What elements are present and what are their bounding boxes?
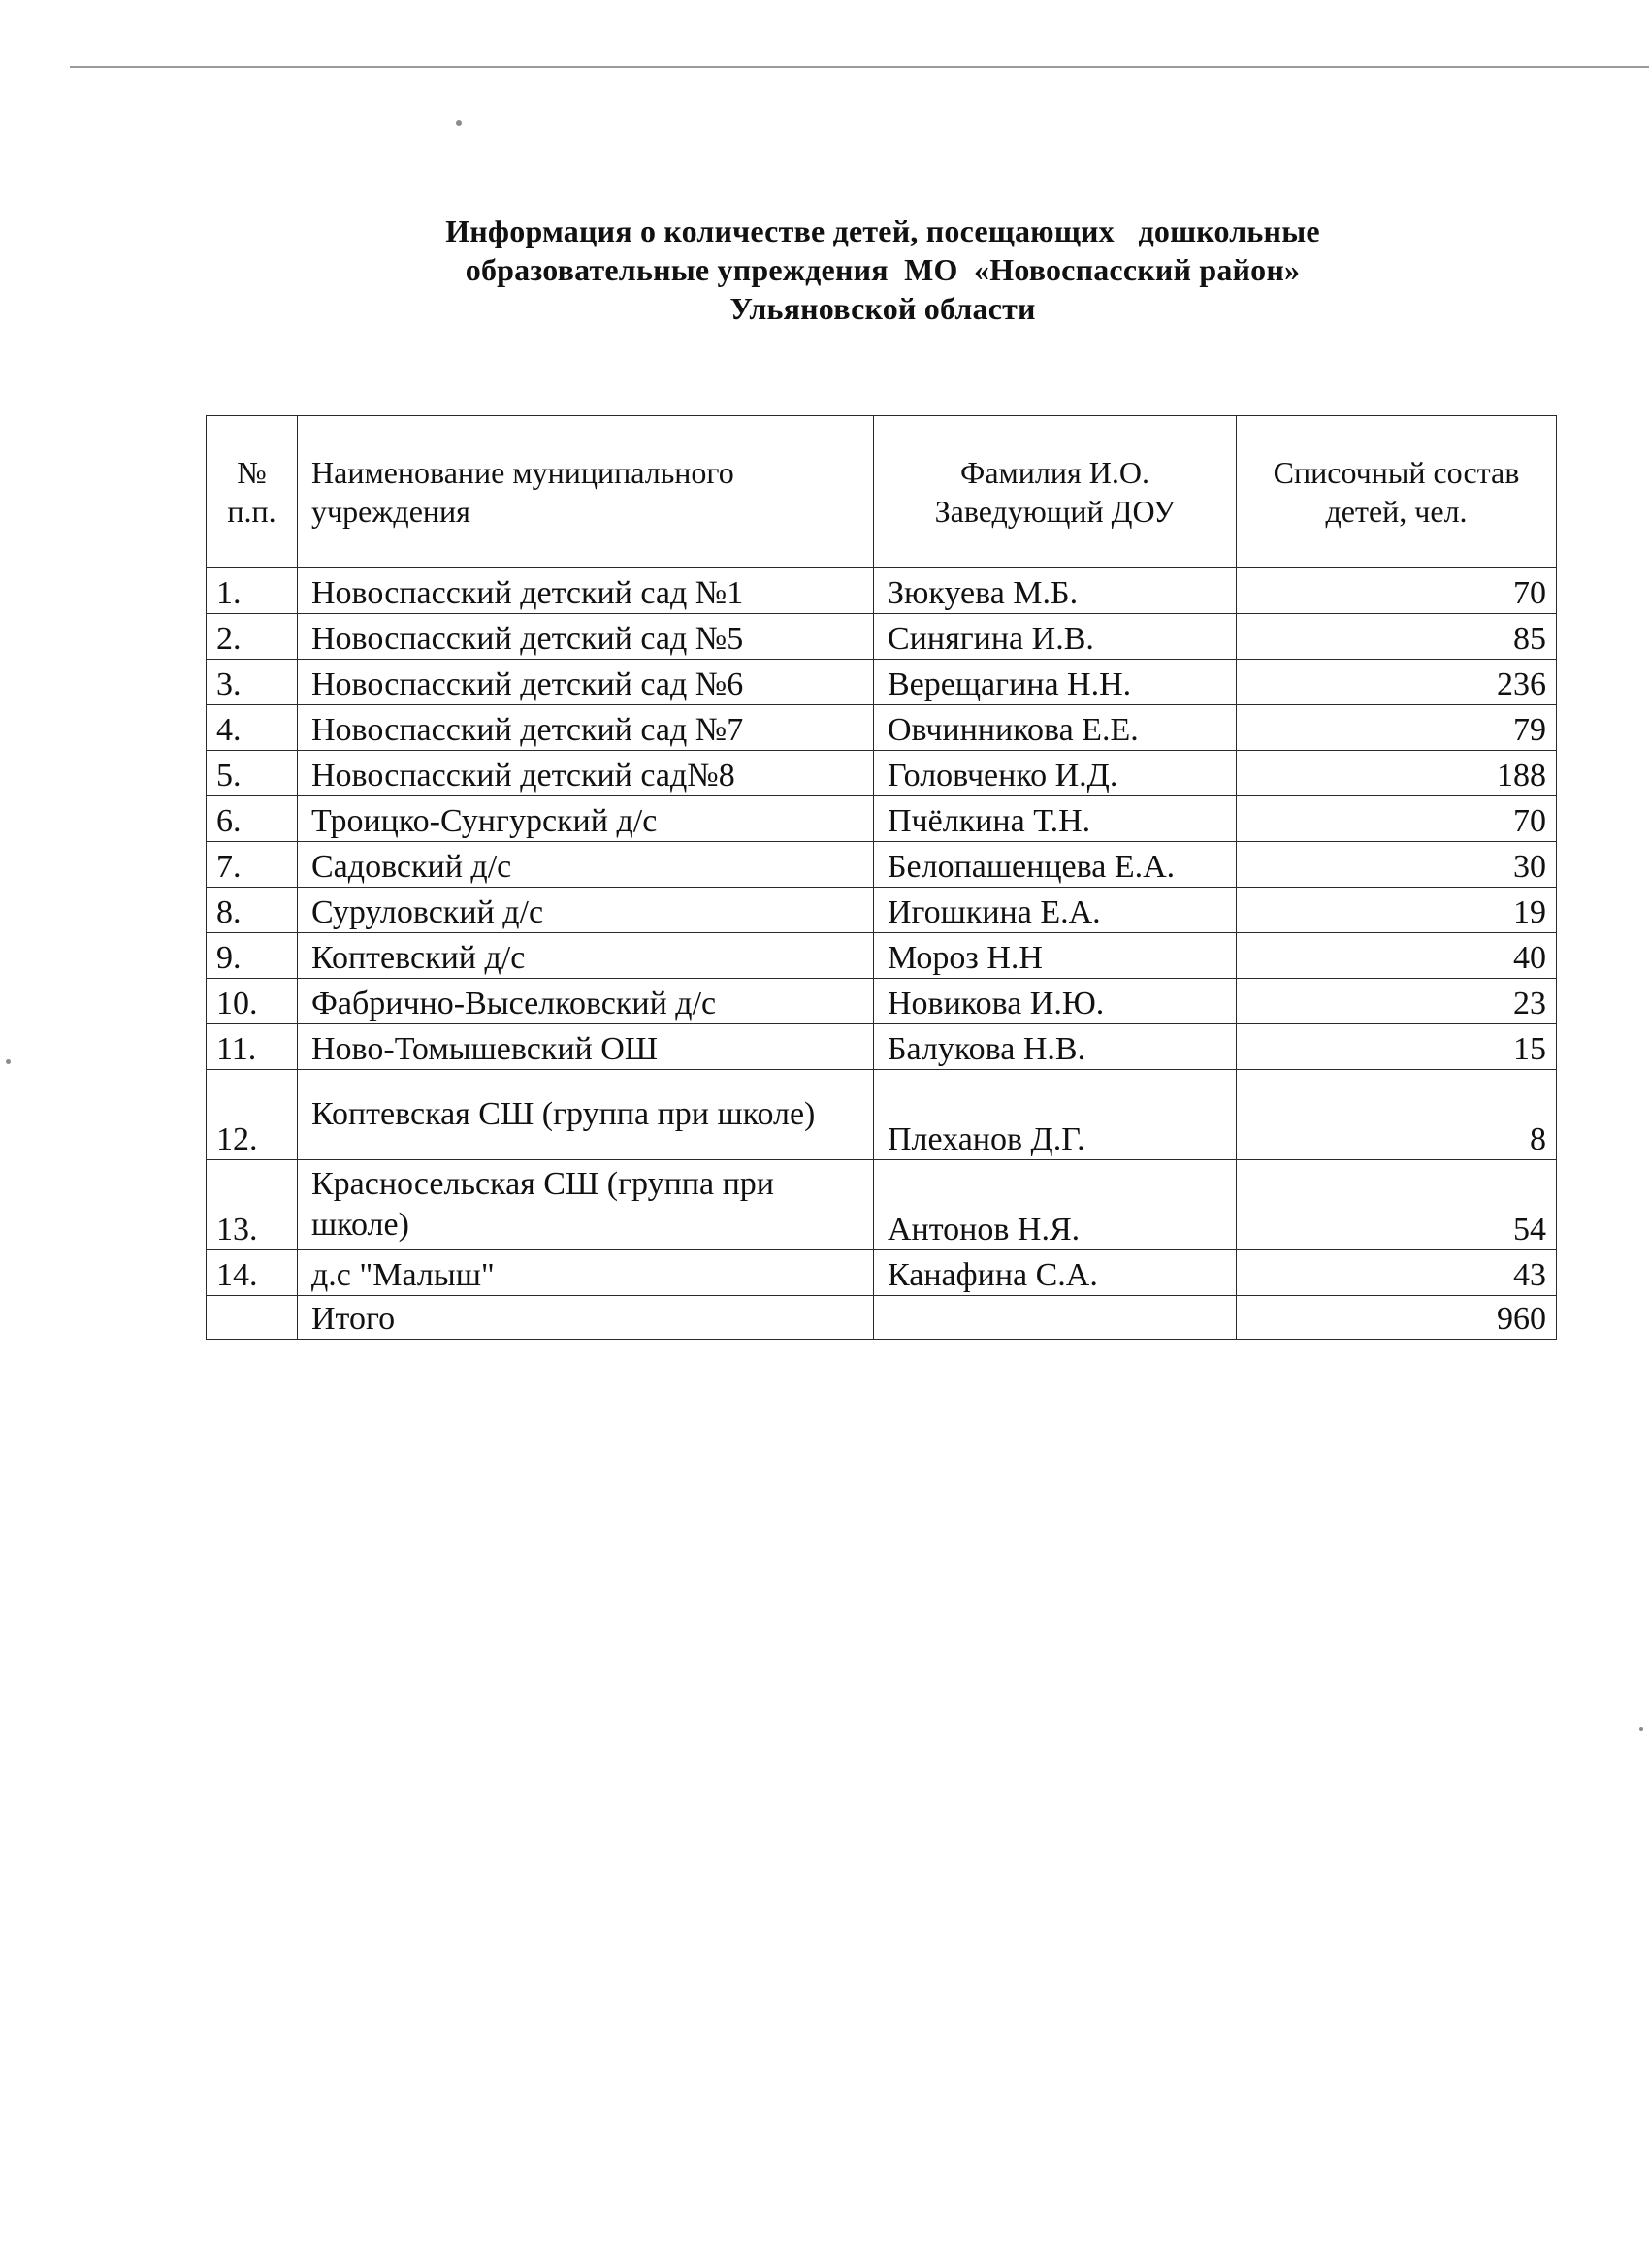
director-name: Пчёлкина Т.Н. xyxy=(874,796,1237,842)
children-count: 188 xyxy=(1237,751,1557,796)
total-count: 960 xyxy=(1237,1296,1557,1340)
children-count: 236 xyxy=(1237,660,1557,705)
row-number: 3. xyxy=(207,660,298,705)
director-name: Верещагина Н.Н. xyxy=(874,660,1237,705)
director-name: Мороз Н.Н xyxy=(874,933,1237,979)
institution-name: Новоспасский детский сад №1 xyxy=(298,568,874,614)
director-name: Овчинникова Е.Е. xyxy=(874,705,1237,751)
title-line-2: образовательные упреждения МО «Новоспасский район» xyxy=(465,252,1301,287)
children-count: 70 xyxy=(1237,568,1557,614)
scan-speck xyxy=(6,1059,11,1064)
table-row xyxy=(207,614,1557,660)
children-count: 85 xyxy=(1237,614,1557,660)
header-number xyxy=(207,416,298,568)
director-name: Балукова Н.В. xyxy=(874,1024,1237,1070)
total-label: Итого xyxy=(298,1296,874,1340)
children-count: 40 xyxy=(1237,933,1557,979)
row-number: 4. xyxy=(207,705,298,751)
row-number: 12. xyxy=(207,1070,298,1160)
table-row xyxy=(207,933,1557,979)
row-number: 10. xyxy=(207,979,298,1024)
row-number: 6. xyxy=(207,796,298,842)
row-number: 11. xyxy=(207,1024,298,1070)
children-count: 19 xyxy=(1237,888,1557,933)
table-row xyxy=(207,1160,1557,1250)
header-institution xyxy=(298,416,874,568)
table-row xyxy=(207,842,1557,888)
institution-name: Новоспасский детский сад№8 xyxy=(298,751,874,796)
children-count: 23 xyxy=(1237,979,1557,1024)
children-count: 8 xyxy=(1237,1070,1557,1160)
header-institution-label: Наименование муниципального учреждения xyxy=(311,455,734,529)
institution-name: Новоспасский детский сад №7 xyxy=(298,705,874,751)
institution-name: Троицко-Сунгурский д/с xyxy=(298,796,874,842)
table-row xyxy=(207,568,1557,614)
table-row xyxy=(207,660,1557,705)
scan-speck xyxy=(1639,1727,1643,1731)
director-name: Новикова И.Ю. xyxy=(874,979,1237,1024)
director-name: Зюкуева М.Б. xyxy=(874,568,1237,614)
institution-name: Ново-Томышевский ОШ xyxy=(298,1024,874,1070)
table-header-row xyxy=(207,416,1557,568)
director-name: Плеханов Д.Г. xyxy=(874,1070,1237,1160)
institution-name: Коптевский д/с xyxy=(298,933,874,979)
title-line-3: Ульяновской области xyxy=(729,291,1036,326)
scan-edge-line xyxy=(70,66,1649,68)
total-row xyxy=(207,1296,1557,1340)
header-director-label: Фамилия И.О. Заведующий ДОУ xyxy=(934,455,1176,529)
table-row xyxy=(207,796,1557,842)
institution-name: Новоспасский детский сад №6 xyxy=(298,660,874,705)
table-row xyxy=(207,979,1557,1024)
children-count: 30 xyxy=(1237,842,1557,888)
title-line-1: Информация о количестве детей, посещающих дошкольные xyxy=(445,213,1320,248)
row-number: 14. xyxy=(207,1250,298,1296)
table-row xyxy=(207,751,1557,796)
director-name: Антонов Н.Я. xyxy=(874,1160,1237,1250)
table-row xyxy=(207,1250,1557,1296)
row-number: 2. xyxy=(207,614,298,660)
header-number-label: № п.п. xyxy=(227,455,276,529)
institution-name: Коптевская СШ (группа при школе) xyxy=(298,1070,874,1160)
row-number: 5. xyxy=(207,751,298,796)
institution-name: д.с "Малыш" xyxy=(298,1250,874,1296)
children-count: 54 xyxy=(1237,1160,1557,1250)
total-empty-cell xyxy=(874,1296,1237,1340)
table-row xyxy=(207,1024,1557,1070)
total-empty-cell xyxy=(207,1296,298,1340)
director-name: Игошкина Е.А. xyxy=(874,888,1237,933)
row-number: 7. xyxy=(207,842,298,888)
institution-name: Красносельская СШ (группа при школе) xyxy=(298,1160,874,1250)
institution-name: Фабрично-Выселковский д/с xyxy=(298,979,874,1024)
director-name: Канафина С.А. xyxy=(874,1250,1237,1296)
header-children-count xyxy=(1237,416,1557,568)
header-children-count-label: Списочный состав детей, чел. xyxy=(1273,455,1520,529)
children-count: 15 xyxy=(1237,1024,1557,1070)
children-count: 79 xyxy=(1237,705,1557,751)
row-number: 9. xyxy=(207,933,298,979)
kindergarten-table xyxy=(206,415,1557,1340)
row-number: 8. xyxy=(207,888,298,933)
table-row xyxy=(207,705,1557,751)
director-name: Синягина И.В. xyxy=(874,614,1237,660)
children-count: 70 xyxy=(1237,796,1557,842)
scan-speck xyxy=(456,120,462,126)
institution-name: Суруловский д/с xyxy=(298,888,874,933)
director-name: Головченко И.Д. xyxy=(874,751,1237,796)
document-title xyxy=(291,211,1474,328)
row-number: 1. xyxy=(207,568,298,614)
institution-name: Садовский д/с xyxy=(298,842,874,888)
institution-name: Новоспасский детский сад №5 xyxy=(298,614,874,660)
table-row xyxy=(207,888,1557,933)
row-number: 13. xyxy=(207,1160,298,1250)
table-row xyxy=(207,1070,1557,1160)
children-count: 43 xyxy=(1237,1250,1557,1296)
header-director xyxy=(874,416,1237,568)
director-name: Белопашенцева Е.А. xyxy=(874,842,1237,888)
